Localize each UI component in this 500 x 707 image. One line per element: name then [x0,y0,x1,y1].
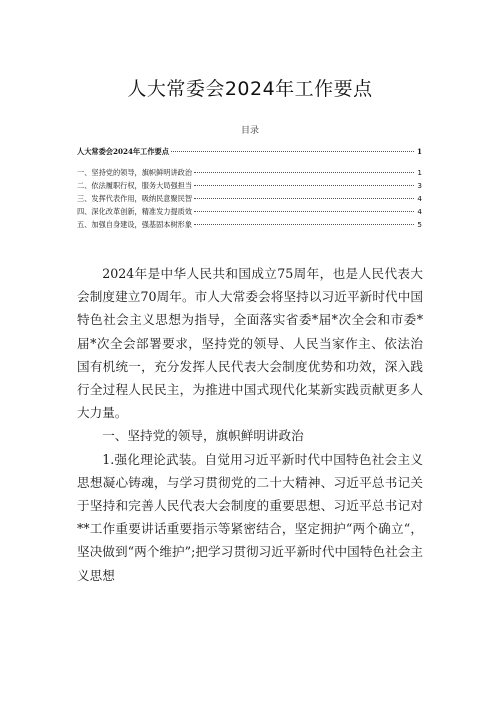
toc-entry-page: 4 [417,207,422,216]
page-title: 人大常委会2024年工作要点 [127,78,373,100]
toc-entry-page: 1 [416,147,422,156]
toc-leader-dots [194,172,414,173]
toc-entry-page: 4 [417,194,422,203]
toc-entry[interactable] [77,207,422,220]
table-of-contents [77,147,422,233]
toc-entry[interactable] [77,168,422,181]
toc-entry[interactable] [77,147,422,160]
intro-paragraph: 2024年是中华人民共和国成立75周年，也是人民代表大会制度建立70周年。市人大常委会将坚持以习近平新时代中国特色社会主义思想为指导，全面落实省委*届*次全会和市委*届*次全会部署要求，坚持党的领导、人民当家作主、依法治国有机统一，充分发挥人民代表大会制度优势和功效，深入践行全过程人民民主，为推进中国式现代化某新实践贡献更多人大力量。 [77,266,423,421]
toc-entry-label: 一、坚持党的领导，旗帜鲜明讲政治 [77,168,193,177]
toc-entry-page: 3 [417,181,422,190]
toc-entry[interactable] [77,220,422,233]
toc-leader-dots [171,151,414,152]
toc-entry-label: 二、依法履职行权，服务大局强担当 [77,181,193,190]
toc-entry[interactable] [77,194,422,207]
toc-leader-dots [194,185,414,186]
body-paragraph: 1.强化理论武装。自觉用习近平新时代中国特色社会主义思想凝心铸魂，与学习贯彻党的二十大精神、习近平总书记关于坚持和完善人民代表大会制度的重要思想、习近平总书记对**工作重要讲话重要指示等紧密结合，坚定拥护“两个确立“，坚决做到“两个维护”;把学习贯彻习近平新时代中国特色社会主义思想 [77,451,423,583]
toc-entry-label: 三、发挥代表作用，吸纳民意聚民智 [77,194,193,203]
toc-entry-label: 人大常委会2024年工作要点 [77,147,169,156]
toc-entry-label: 四、深化改革创新，精准发力提质效 [77,207,193,216]
toc-leader-dots [194,211,414,212]
toc-entry-page: 1 [417,168,422,177]
section-heading: 一、坚持党的领导，旗帜鲜明讲政治 [102,428,304,444]
body-text [77,262,423,587]
toc-entry-page: 5 [417,220,422,229]
toc-entry-label: 五、加强自身建设，强基固本树形象 [77,220,193,229]
toc-leader-dots [194,224,414,225]
toc-entry[interactable] [77,181,422,194]
toc-leader-dots [194,198,414,199]
toc-heading: 目录 [240,126,259,136]
